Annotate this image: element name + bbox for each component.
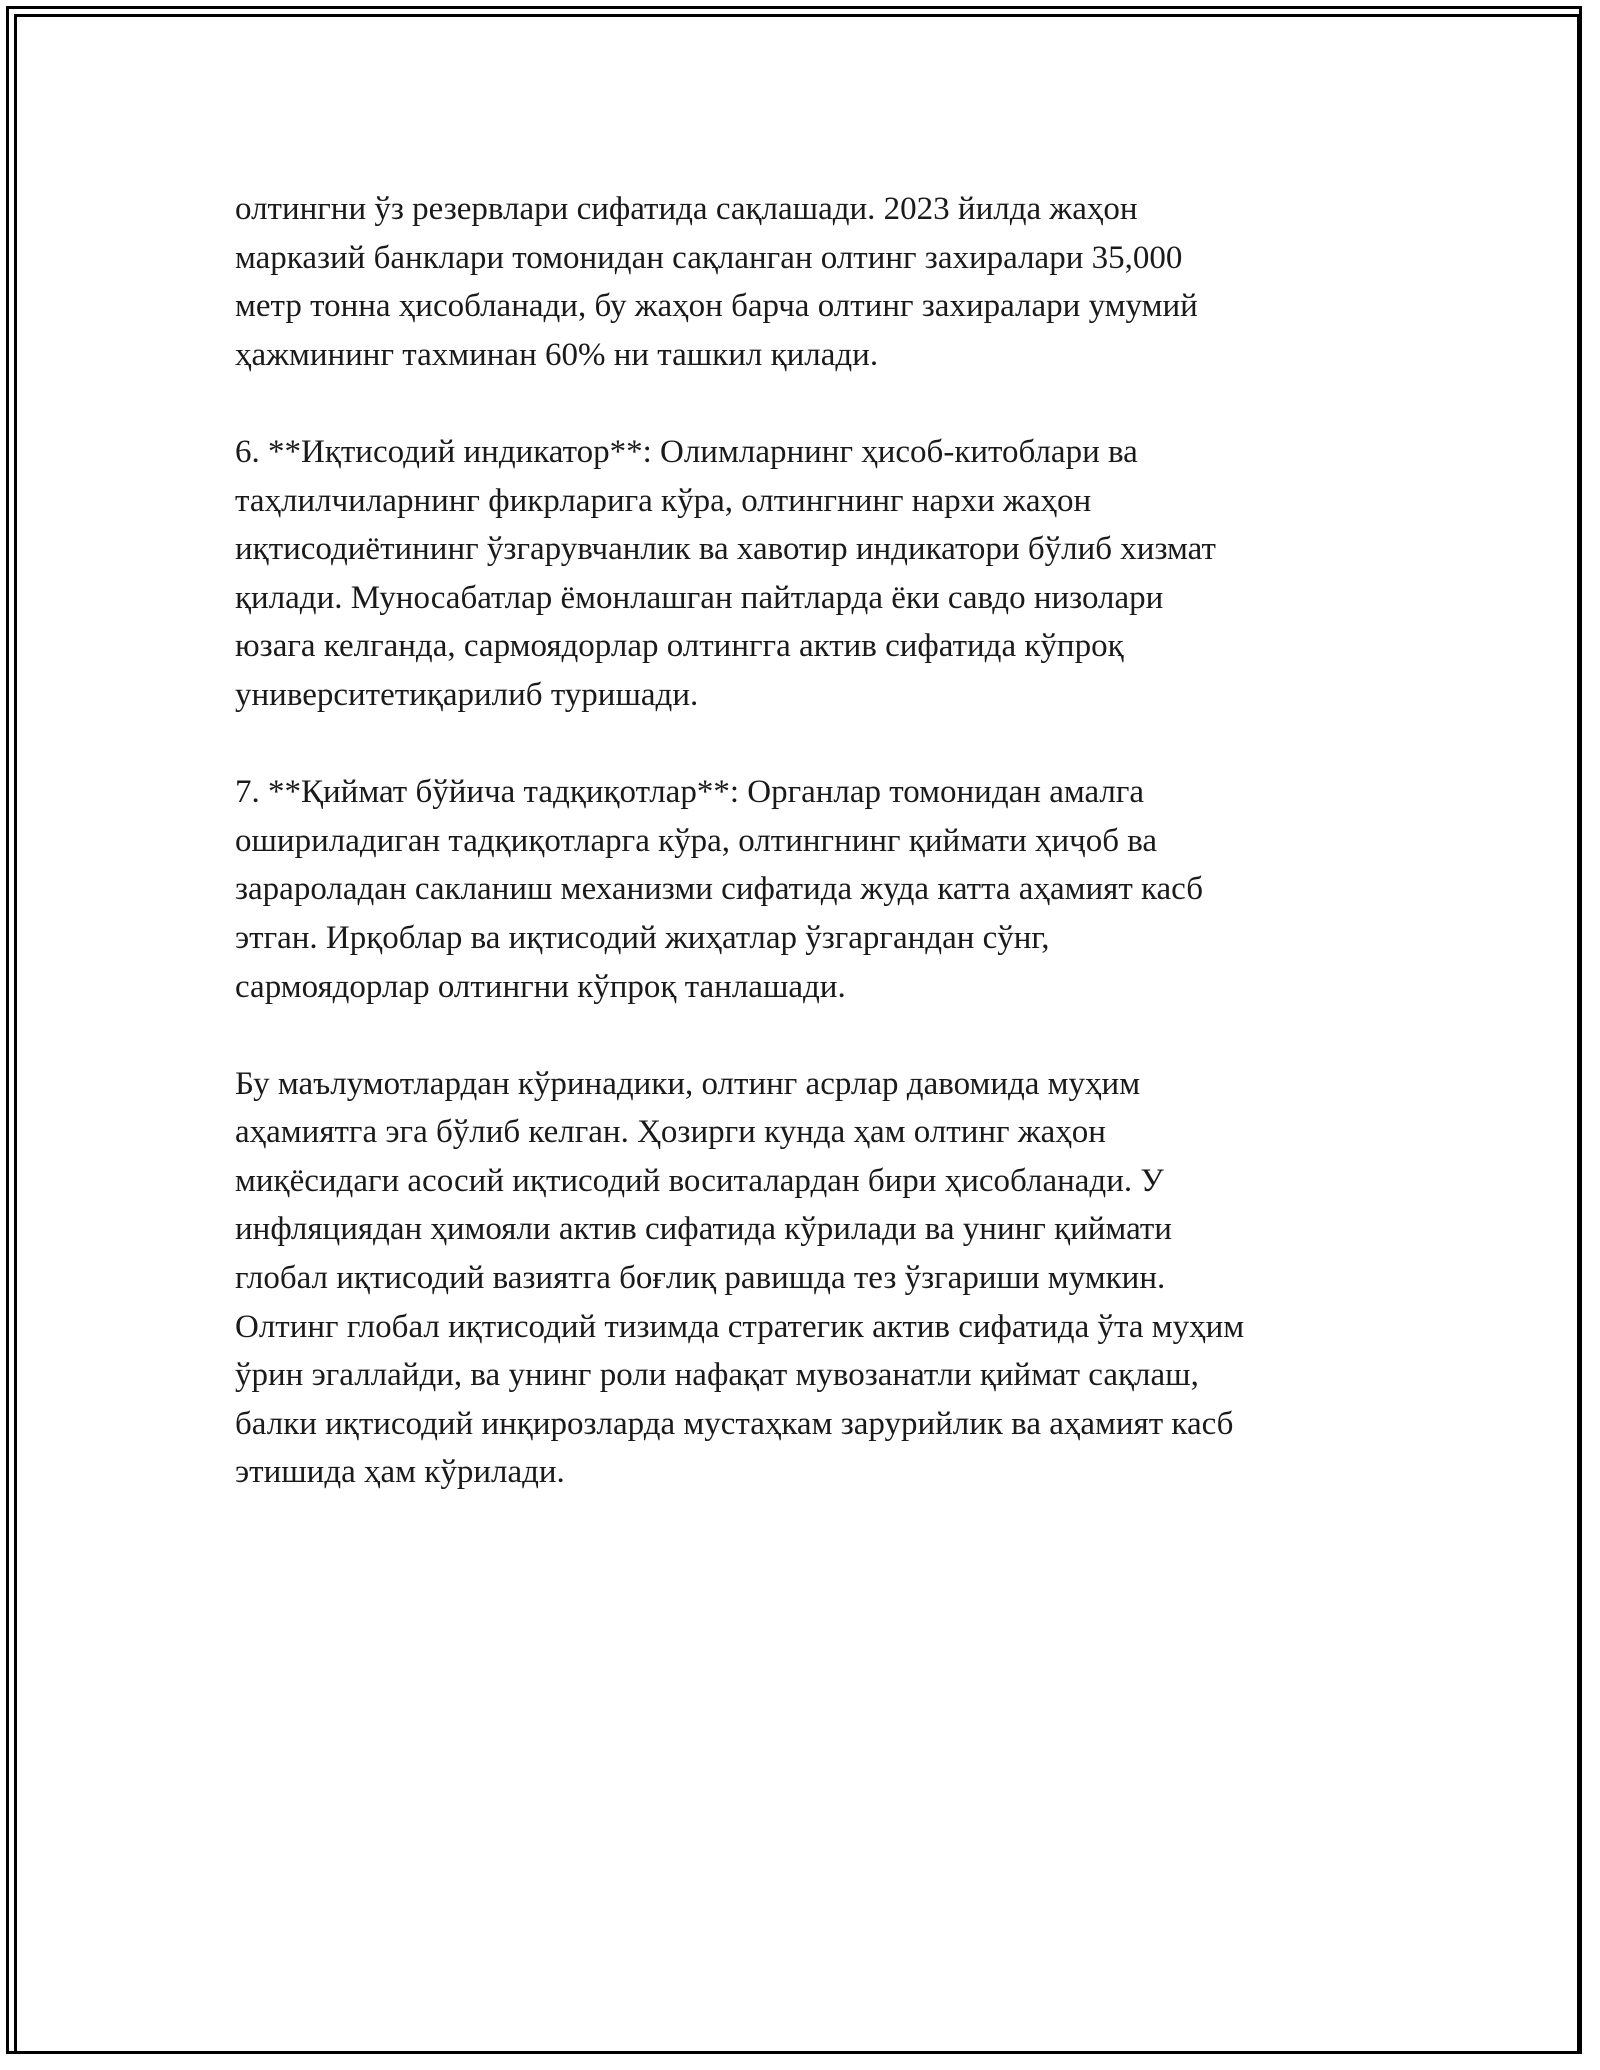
text-line: инфляциядан ҳимояли актив сифатида кўрилади ва унинг қиймати bbox=[235, 1211, 1172, 1248]
text-line: 7. **Қиймат бўйича тадқиқотлар**: Органлар томонидан амалга bbox=[235, 774, 1145, 811]
text-line: марказий банклари томонидан сақланган олтинг захиралари 35,000 bbox=[235, 239, 1183, 276]
text-line: Олтинг глобал иқтисодий тизимда стратегик актив сифатида ўта муҳим bbox=[235, 1308, 1245, 1345]
paragraph-conclusion bbox=[235, 1060, 1385, 1497]
text-line: ҳажмининг тахминан 60% ни ташкил қилади. bbox=[235, 336, 879, 373]
text-line: қилади. Муносабатлар ёмонлашган пайтларда ёки савдо низолари bbox=[235, 579, 1164, 616]
text-line: ўрин эгаллайди, ва унинг роли нафақат мувозанатли қиймат сақлаш, bbox=[235, 1357, 1199, 1394]
text-line: балки иқтисодий инқирозларда мустаҳкам зарурийлик ва аҳамият касб bbox=[235, 1405, 1234, 1442]
text-line: таҳлилчиларнинг фикрларига кўра, олтингнинг нархи жаҳон bbox=[235, 482, 1092, 519]
text-line: университетиқарилиб туришади. bbox=[235, 676, 699, 713]
text-line: олтингни ўз резервлари сифатида сақлашади. 2023 йилда жаҳон bbox=[235, 191, 1138, 227]
text-line: метр тонна ҳисобланади, бу жаҳон барча олтинг захиралари умумий bbox=[235, 288, 1198, 325]
text-line: глобал иқтисодий вазиятга боғлиқ равишда тез ўзгариши мумкин. bbox=[235, 1260, 1166, 1297]
text-line: аҳамиятга эга бўлиб келган. Ҳозирги кунда ҳам олтинг жаҳон bbox=[235, 1114, 1106, 1151]
text-line: Бу маълумотлардан кўринадики, олтинг асрлар давомида муҳим bbox=[235, 1065, 1141, 1102]
text-line: этишида ҳам кўрилади. bbox=[235, 1454, 565, 1491]
paragraph-value-research bbox=[235, 768, 1385, 1011]
text-line: зарароладан сакланиш механизми сифатида жуда катта аҳамият касб bbox=[235, 871, 1204, 908]
text-line: сармоядорлар олтингни кўпроқ танлашади. bbox=[235, 968, 846, 1005]
paragraph-gold-reserves bbox=[235, 185, 1385, 379]
text-line: этган. Ирқоблар ва иқтисодий жиҳатлар ўзгаргандан сўнг, bbox=[235, 919, 1050, 956]
text-line: 6. **Иқтисодий индикатор**: Олимларнинг ҳисоб-китоблари ва bbox=[235, 433, 1138, 470]
text-line: юзага келганда, сармоядорлар олтингга актив сифатида кўпроқ bbox=[235, 628, 1124, 665]
text-line: иқтисодиётининг ўзгарувчанлик ва хавотир индикатори бўлиб хизмат bbox=[235, 531, 1216, 568]
text-line: миқёсидаги асосий иқтисодий воситалардан бири ҳисобланади. У bbox=[235, 1162, 1164, 1199]
paragraph-economic-indicator bbox=[235, 428, 1385, 720]
text-line: ошириладиган тадқиқотларга кўра, олтингнинг қиймати ҳиҷоб ва bbox=[235, 822, 1158, 859]
document-body bbox=[235, 185, 1385, 1546]
